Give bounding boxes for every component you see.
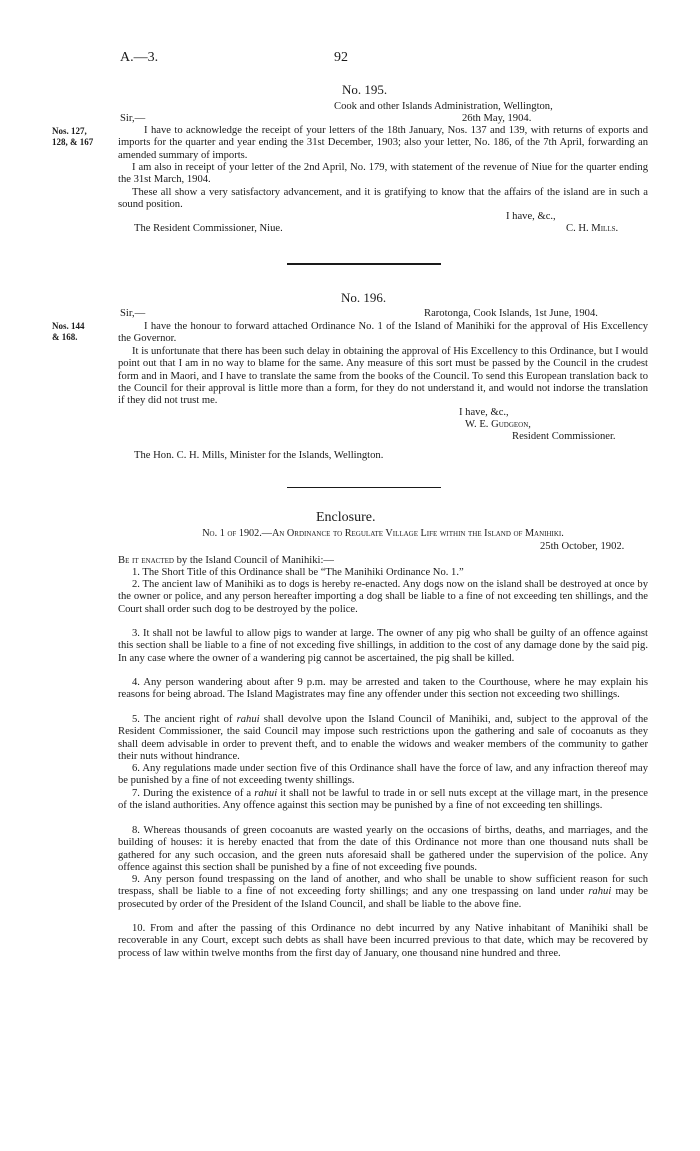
body-paragraph: It is unfortunate that there has been such delay in obtaining the approval of His Excellency to this Ordinance, but I would point out that I am in no way to blame for the same. Any measure of this sort must be passed by the Council in the crudest form and in Maori, and I have to translate the same from the books of the Council. To send this European translation back to the Council for their approval is little more than a form, for they do not understand it, and would not indorse the translation if they did not trust me.	[118, 346, 648, 407]
body-paragraph: I have the honour to forward attached Ordinance No. 1 of the Island of Manihiki for the approval of His Excellency the Governor.	[118, 321, 648, 345]
ordinance-section: 4. Any person wandering about after 9 p.m. may be arrested and taken to the Courthouse, where he may explain his reasons for being abroad. The Island Magistrates may fine any offender under this section not exceeding two shillings.	[118, 677, 648, 701]
letter-from-address: Cook and other Islands Administration, Wellington,	[334, 101, 553, 112]
body-paragraph: I am also in receipt of your letter of the 2nd April, No. 179, with statement of the revenue of Niue for the quarter ending the 31st March, 1904.	[118, 162, 648, 186]
salutation: Sir,—	[120, 113, 146, 124]
ordinance-section: 3. It shall not be lawful to allow pigs to wander at large. The owner of any pig who shall be guilty of an offence against this section shall be liable to a fine of not exceding five shillings, in addition to the cost of any damage done by the said pig. In any case where the owner of a wandering pig cannot be ascertained, the pig shall be killed.	[118, 628, 648, 664]
signature: W. E. Gudgeon,	[465, 419, 531, 430]
margin-reference: 128, & 167	[52, 137, 94, 147]
ordinance-section: 9. Any person found trespassing on the land of another, and who shall be unable to show sufficient reason for such trespass, shall be liable to a fine of not exceeding forty shillings; and any one trespassing on land under rahui may be prosecuted by order of the President of the Island Council, and shall be liable to the above fine.	[118, 874, 648, 910]
signature: C. H. Mills.	[566, 223, 619, 234]
margin-reference: Nos. 144	[52, 321, 85, 331]
letter-number: No. 196.	[341, 290, 387, 305]
recipient: The Resident Commissioner, Niue.	[134, 223, 283, 234]
enacting-clause	[118, 555, 334, 567]
section-divider	[287, 487, 441, 488]
letter-number: No. 195.	[342, 82, 388, 97]
ordinance-section: 1. The Short Title of this Ordinance shall be “The Manihiki Ordinance No. 1.”	[132, 567, 464, 578]
body-paragraph: These all show a very satisfactory advancement, and it is gratifying to know that the affairs of the island are in such a sound position.	[118, 187, 648, 211]
section-divider	[287, 263, 441, 265]
series-code: A.—3.	[120, 50, 159, 65]
ordinance-date: 25th October, 1902.	[540, 541, 625, 552]
letter-date: 26th May, 1904.	[462, 113, 532, 124]
ordinance-section: 10. From and after the passing of this Ordinance no debt incurred by any Native inhabitant of Manihiki shall be recoverable in any Court, except such debts as shall have been incurred previous to that date, which may be recovered by process of law within twelve months from the first day of January, one thousand nine hundred and three.	[118, 923, 648, 959]
closing: I have, &c.,	[506, 211, 556, 222]
ordinance-section: 6. Any regulations made under section five of this Ordinance shall have the force of law, and any infraction thereof may be punished by a fine of not exceeding twenty shillings.	[118, 763, 648, 787]
letter-from-address: Rarotonga, Cook Islands, 1st June, 1904.	[424, 308, 598, 319]
enclosure-heading: Enclosure.	[316, 510, 376, 525]
signature-title: Resident Commissioner.	[512, 431, 616, 442]
ordinance-title: No. 1 of 1902.—An Ordinance to Regulate Village Life within the Island of Manihiki.	[202, 528, 564, 539]
enacting-rest: by the Island Council of Manihiki:—	[173, 555, 334, 566]
margin-reference: & 168.	[52, 332, 78, 342]
recipient: The Hon. C. H. Mills, Minister for the Islands, Wellington.	[134, 450, 384, 461]
ordinance-section: 7. During the existence of a rahui it shall not be lawful to trade in or sell nuts except at the village mart, in the presence of the island authorities. Any offence against this section may be punished by a fine of not exceeding ten shillings.	[118, 788, 648, 812]
margin-reference: Nos. 127,	[52, 126, 87, 136]
body-paragraph: I have to acknowledge the receipt of your letters of the 18th January, Nos. 137 and 139, with returns of exports and imports for the quarter and year ending the 31st December, 1903; also your letter, No. 186, of the 7th April, forwarding an amended summary of imports.	[118, 125, 648, 161]
enacting-prefix: Be it enacted	[118, 555, 174, 566]
ordinance-section: 8. Whereas thousands of green cocoanuts are wasted yearly on the occasions of births, deaths, and marriages, and the building of houses: it is hereby enacted that from the date of this Ordinance not more than one thousand nuts shall be gathered for any such occasion, and the green nuts aforesaid shall be gathered under the supervision of the police. Any offence against this section shall be punished by a fine of not exceeding five pounds.	[118, 825, 648, 873]
ordinance-section: 2. The ancient law of Manihiki as to dogs is hereby re-enacted. Any dogs now on the island shall be destroyed at once by the owner or police, and any person hereafter importing a dog shall be liable to a fine of not exceeding ten shillings, and the Court shall order such dog to be destroyed by the police.	[118, 579, 648, 615]
salutation: Sir,—	[120, 308, 146, 319]
closing: I have, &c.,	[459, 407, 509, 418]
page-number: 92	[334, 50, 348, 65]
ordinance-section: 5. The ancient right of rahui shall devolve upon the Island Council of Manihiki, and, subject to the approval of the Resident Commissioner, the said Council may impose such restrictions upon the gathering and sale of cocoanuts as they shall deem advisable in order to prevent theft, and to enable the widows and weaker members of the community to gather their nuts without hindrance.	[118, 714, 648, 762]
